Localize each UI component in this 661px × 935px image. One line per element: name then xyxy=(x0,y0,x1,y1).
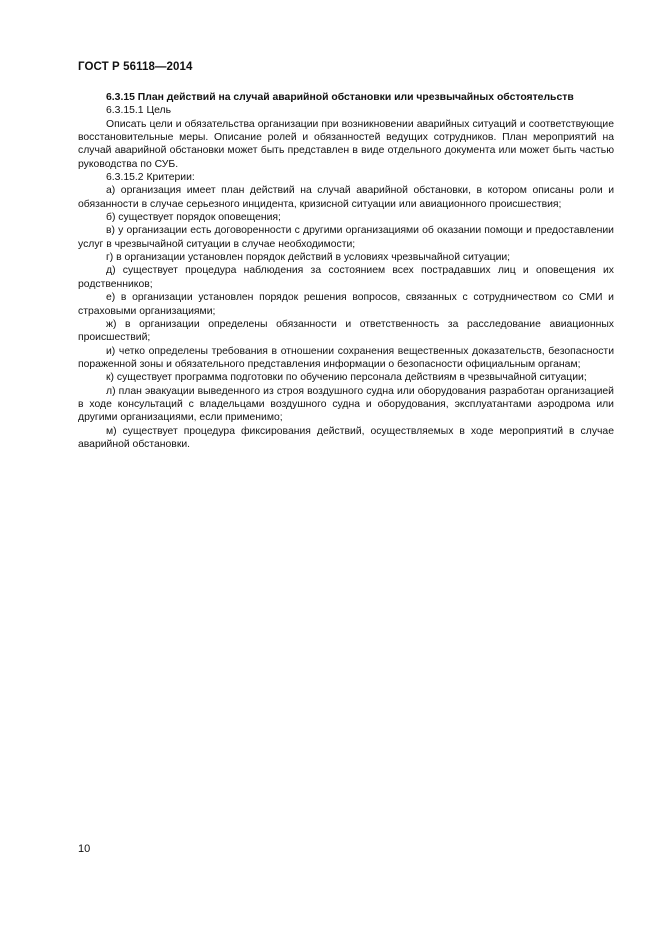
goal-text: Описать цели и обязательства организации при возникновении аварийных ситуаций и соответствующие восстановительные меры. Описание ролей и обязанностей ведущих сотрудников. План мероприятий на случай аварийной обстановки может быть представлен в виде отдельного документа или может быть частью руководства по СУБ. xyxy=(78,118,614,170)
criterion-m: м) существует процедура фиксирования действий, осуществляемых в ходе мероприятий в случае аварийной обстановки. xyxy=(78,425,614,450)
criterion-d: д) существует процедура наблюдения за состоянием всех пострадавших лиц и оповещения их родственников; xyxy=(78,265,614,290)
section-content xyxy=(78,91,614,451)
criterion-g: г) в организации установлен порядок действий в условиях чрезвычайной ситуации; xyxy=(106,252,511,264)
criterion-a: а) организация имеет план действий на случай аварийной обстановки, в котором описаны роли и обязанности в случае серьезного инцидента, кризисной ситуации или авиационного происшествия; xyxy=(78,185,614,210)
section-heading: 6.3.15 План действий на случай аварийной обстановки или чрезвычайных обстоятельств xyxy=(106,92,574,103)
criterion-e: е) в организации установлен порядок решения вопросов, связанных с сотрудничеством со СМИ и страховыми организациями; xyxy=(78,292,614,317)
criterion-v: в) у организации есть договоренности с другими организациями об оказании помощи и предоставлении услуг в чрезвычайной ситуации в случае необходимости; xyxy=(78,225,614,250)
criteria-heading: 6.3.15.2 Критерии: xyxy=(106,172,195,184)
page-number: 10 xyxy=(78,843,91,855)
criterion-l: л) план эвакуации выведенного из строя воздушного судна или оборудования разработан организацией в ходе консультаций с владельцами воздушного судна и оборудования, эксплуатантами аэродрома или другими организациями, если применимо; xyxy=(78,385,614,424)
criterion-i: и) четко определены требования в отношении сохранения вещественных доказательств, безопасности пораженной зоны и обязательного представления информации о безопасности официальным органам; xyxy=(78,345,614,370)
criterion-k: к) существует программа подготовки по обучению персонала действиям в чрезвычайной ситуации; xyxy=(106,372,587,384)
goal-heading: 6.3.15.1 Цель xyxy=(106,105,172,117)
document-header: ГОСТ Р 56118—2014 xyxy=(78,61,193,73)
criterion-b: б) существует порядок оповещения; xyxy=(106,212,281,224)
criterion-zh: ж) в организации определены обязанности и ответственность за расследование авиационных происшествий; xyxy=(78,318,614,344)
